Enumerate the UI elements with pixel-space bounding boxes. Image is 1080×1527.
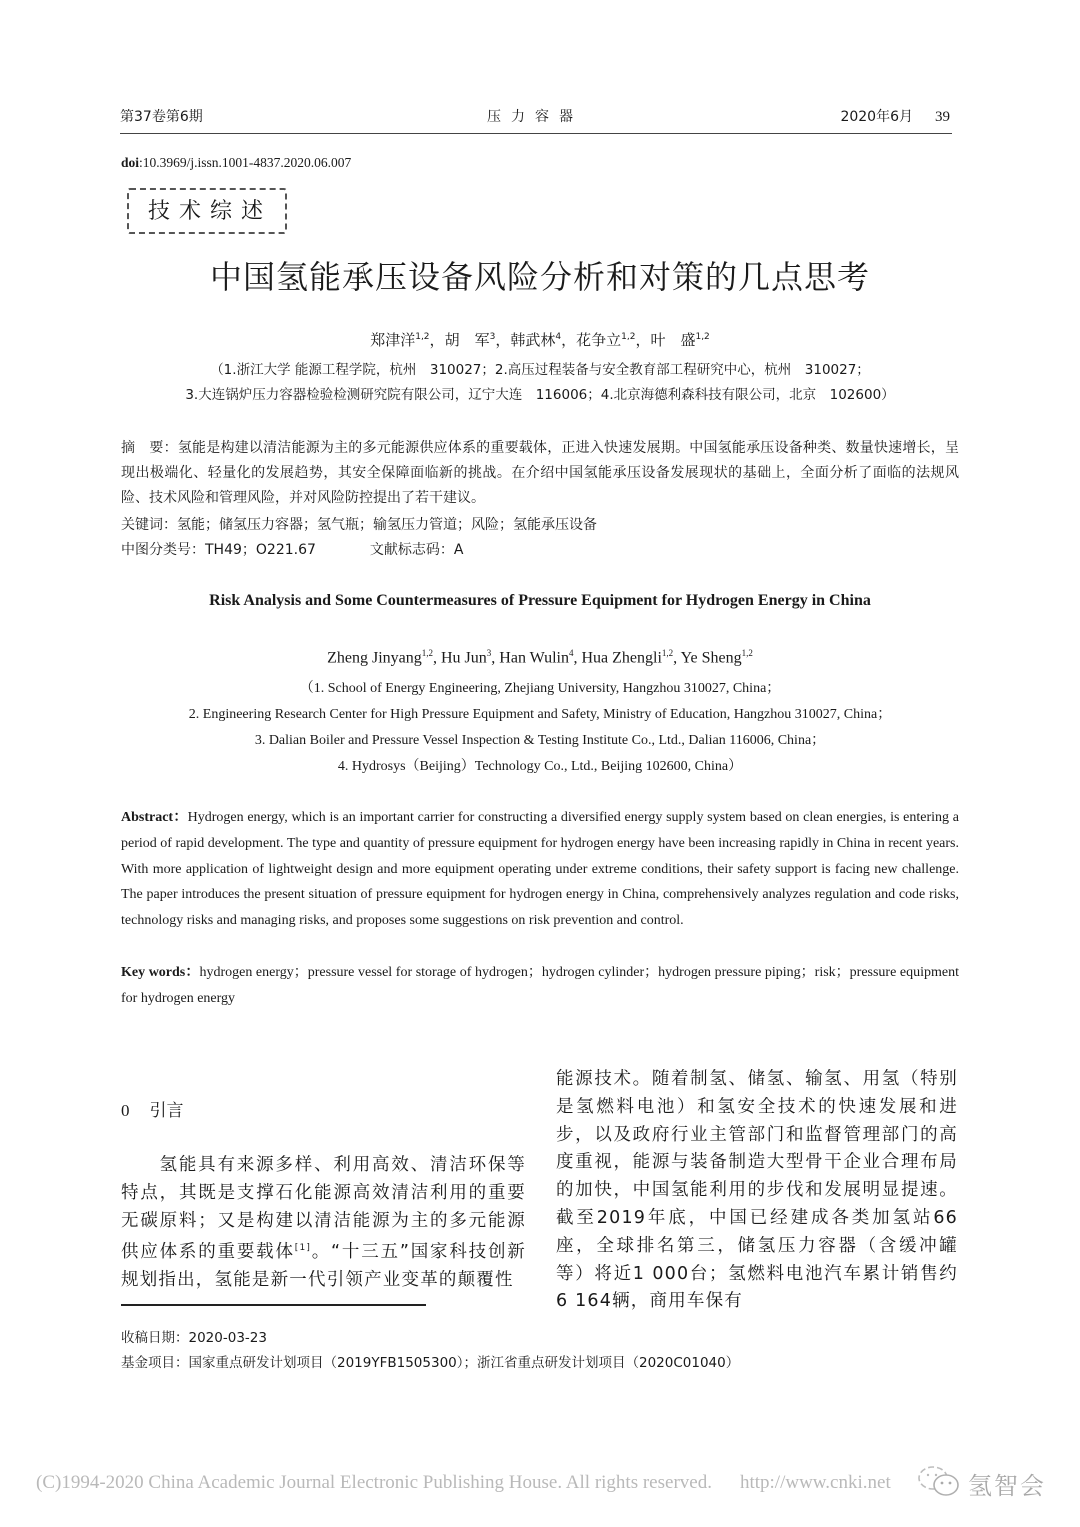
- wechat-icon: [915, 1464, 965, 1500]
- section-heading: [121, 1096, 184, 1121]
- page-number: 39: [935, 109, 950, 125]
- paper-title-cn: 中国氢能承压设备风险分析和对策的几点思考: [209, 258, 870, 296]
- abstract-en-text: Hydrogen energy, which is an important carrier for constructing a diversified energy supply system based on clean energies, is entering a period of rapid development. The type and quantity of pressure equipment for hydrogen energy have been increasing rapidly in China in recent years. With more application of lightweight design and more equipment operating under extreme conditions, their safety support is facing new challenge. The paper introduces the present situation of pressure equipment for hydrogen energy in China, comprehensively analyzes regulation and code risks, technology risks and managing risks, and proposes some suggestions on risk prevention and control.: [121, 810, 959, 929]
- section-number: 0: [121, 1101, 130, 1120]
- author-name: 郑津洋: [370, 331, 416, 349]
- author-name: 叶 盛: [650, 331, 696, 349]
- author-affiliation-mark: 1,2: [621, 332, 636, 342]
- keywords-en-label: Key words：: [121, 965, 200, 980]
- header-rule: [120, 133, 952, 134]
- affiliation-en-line: （1. School of Energy Engineering, Zhejiang University, Hangzhou 310027, China；: [299, 681, 781, 696]
- document-code: 文献标志码：A: [369, 542, 464, 558]
- abstract-en-label: Abstract：: [121, 810, 188, 825]
- doi: [121, 155, 351, 171]
- keywords-en: [121, 960, 959, 1012]
- author-name: Zheng Jinyang: [327, 649, 422, 667]
- column-badge: 技术综述: [127, 188, 287, 234]
- author-name: Ye Sheng: [680, 649, 742, 667]
- journal-volume: 第37卷第6期: [120, 109, 203, 125]
- author-name: 韩武林: [510, 331, 556, 349]
- running-header: [120, 106, 950, 128]
- author-name: Hua Zhengli: [581, 649, 662, 667]
- body-text: 。“十三五”国家科技创新规划指出，氢能是新一代引领产业变革的颠覆性: [121, 1242, 526, 1291]
- author-affiliation-mark: 4: [555, 332, 562, 342]
- fund-info: 基金项目：国家重点研发计划项目（2019YFB1505300）；浙江省重点研发计划项目（2020C01040）: [121, 1355, 740, 1371]
- section-title: 引言: [149, 1101, 184, 1121]
- keywords-en-text: hydrogen energy；pressure vessel for storage of hydrogen；hydrogen cylinder；hydrogen pressure piping；risk；pressure equipment for hydrogen energy: [121, 965, 959, 1006]
- doi-value: :10.3969/j.issn.1001-4837.2020.06.007: [139, 155, 352, 170]
- author-affiliation-mark: 1,2: [415, 332, 430, 342]
- issue-date-text: 2020年6月: [840, 109, 913, 125]
- issue-date: [840, 106, 950, 126]
- author-affiliation-mark: 3: [489, 332, 496, 342]
- authors-en: Zheng Jinyang$^{1,2}$, Hu Jun$^3$, Han Wulin$^4$, Hua Zhengli$^{1,2}$, Ye Sheng$^{1,2}$: [327, 648, 753, 667]
- author-affiliation-mark: 1,2: [421, 648, 433, 658]
- body-text: 氢能具有来源多样、利用高效、清洁环保等特点，其既是支撑石化能源高效清洁利用的重要无碳原料；又是构建以清洁能源为主的多元能源供应体系的重要载体: [121, 1155, 526, 1263]
- author-name: Han Wulin: [499, 649, 569, 667]
- author-affiliation-mark: 3: [486, 648, 492, 658]
- author-affiliation-mark: 4: [569, 648, 574, 658]
- account-name: 氢智会: [968, 1472, 1046, 1500]
- affiliation-cn-line: （1.浙江大学 能源工程学院，杭州 310027；2.高压过程装备与安全教育部工程研究中心，杭州 310027；: [210, 362, 870, 378]
- abstract-en: [121, 805, 959, 934]
- affiliation-en-line: 3. Dalian Boiler and Pressure Vessel Inspection & Testing Institute Co., Ltd., Dalian 116006, China；: [254, 733, 826, 748]
- copyright-text: (C)1994-2020 China Academic Journal Electronic Publishing House. All rights reserved.: [36, 1472, 712, 1493]
- doi-label: doi: [121, 155, 140, 170]
- paper-title-en: Risk Analysis and Some Countermeasures of Pressure Equipment for Hydrogen Energy in China: [209, 592, 871, 609]
- footnote-rule: [121, 1304, 426, 1306]
- journal-name: 压力容器: [487, 109, 583, 125]
- author-name: Hu Jun: [441, 649, 487, 667]
- citation-ref[interactable]: [1]: [294, 1243, 312, 1254]
- keywords-cn: 关键词：氢能；储氢压力容器；氢气瓶；输氢压力管道；风险；氢能承压设备: [121, 517, 597, 533]
- author-affiliation-mark: 1,2: [695, 332, 710, 342]
- author-affiliation-mark: 1,2: [741, 648, 753, 658]
- author-affiliation-mark: 1,2: [661, 648, 674, 658]
- received-date: 收稿日期：2020-03-23: [121, 1330, 267, 1346]
- abstract-cn: 摘 要：氢能是构建以清洁能源为主的多元能源供应体系的重要载体，正进入快速发展期。中国氢能承压设备种类、数量快速增长，呈现出极端化、轻量化的发展趋势，其安全保障面临新的挑战。在介绍中国氢能承压设备发展现状的基础上，全面分析了面临的法规风险、技术风险和管理风险，并对风险防控提出了若干建议。: [121, 440, 959, 506]
- clc-number: 中图分类号：TH49；O221.67: [121, 542, 316, 558]
- affiliation-en-line: 2. Engineering Research Center for High Pressure Equipment and Safety, Ministry of Education, Hangzhou 310027, China；: [188, 707, 892, 722]
- body-left-column: [121, 1152, 526, 1295]
- body-right-column: 能源技术。随着制氢、储氢、输氢、用氢（特别是氢燃料电池）和氢安全技术的快速发展和进步，以及政府行业主管部门和监督管理部门的高度重视，能源与装备制造大型骨干企业合理布局的加快，中国氢能利用的步伐和发展明显提速。截至2019年底，中国已经建成各类加氢站66座，全球排名第三，储氢压力容器（含缓冲罐等）将近1 000台；氢燃料电池汽车累计销售约6 164辆，商用车保有: [556, 1069, 958, 1312]
- affiliation-cn-line: 3.大连锅炉压力容器检验检测研究院有限公司，辽宁大连 116006；4.北京海德利森科技有限公司，北京 102600）: [185, 387, 895, 403]
- copyright-watermark: [36, 1472, 891, 1494]
- classification-cn: [121, 539, 463, 559]
- author-name: 花争立: [576, 331, 622, 349]
- authors-cn: 郑津洋$^{1,2}$，胡 军$^3$，韩武林$^4$，花争立$^{1,2}$，叶 盛$^{1,2}$: [370, 331, 710, 349]
- cnki-link[interactable]: http://www.cnki.net: [739, 1472, 891, 1493]
- affiliation-en-line: 4. Hydrosys（Beijing）Technology Co., Ltd., Beijing 102600, China）: [337, 759, 743, 774]
- author-name: 胡 军: [444, 331, 490, 349]
